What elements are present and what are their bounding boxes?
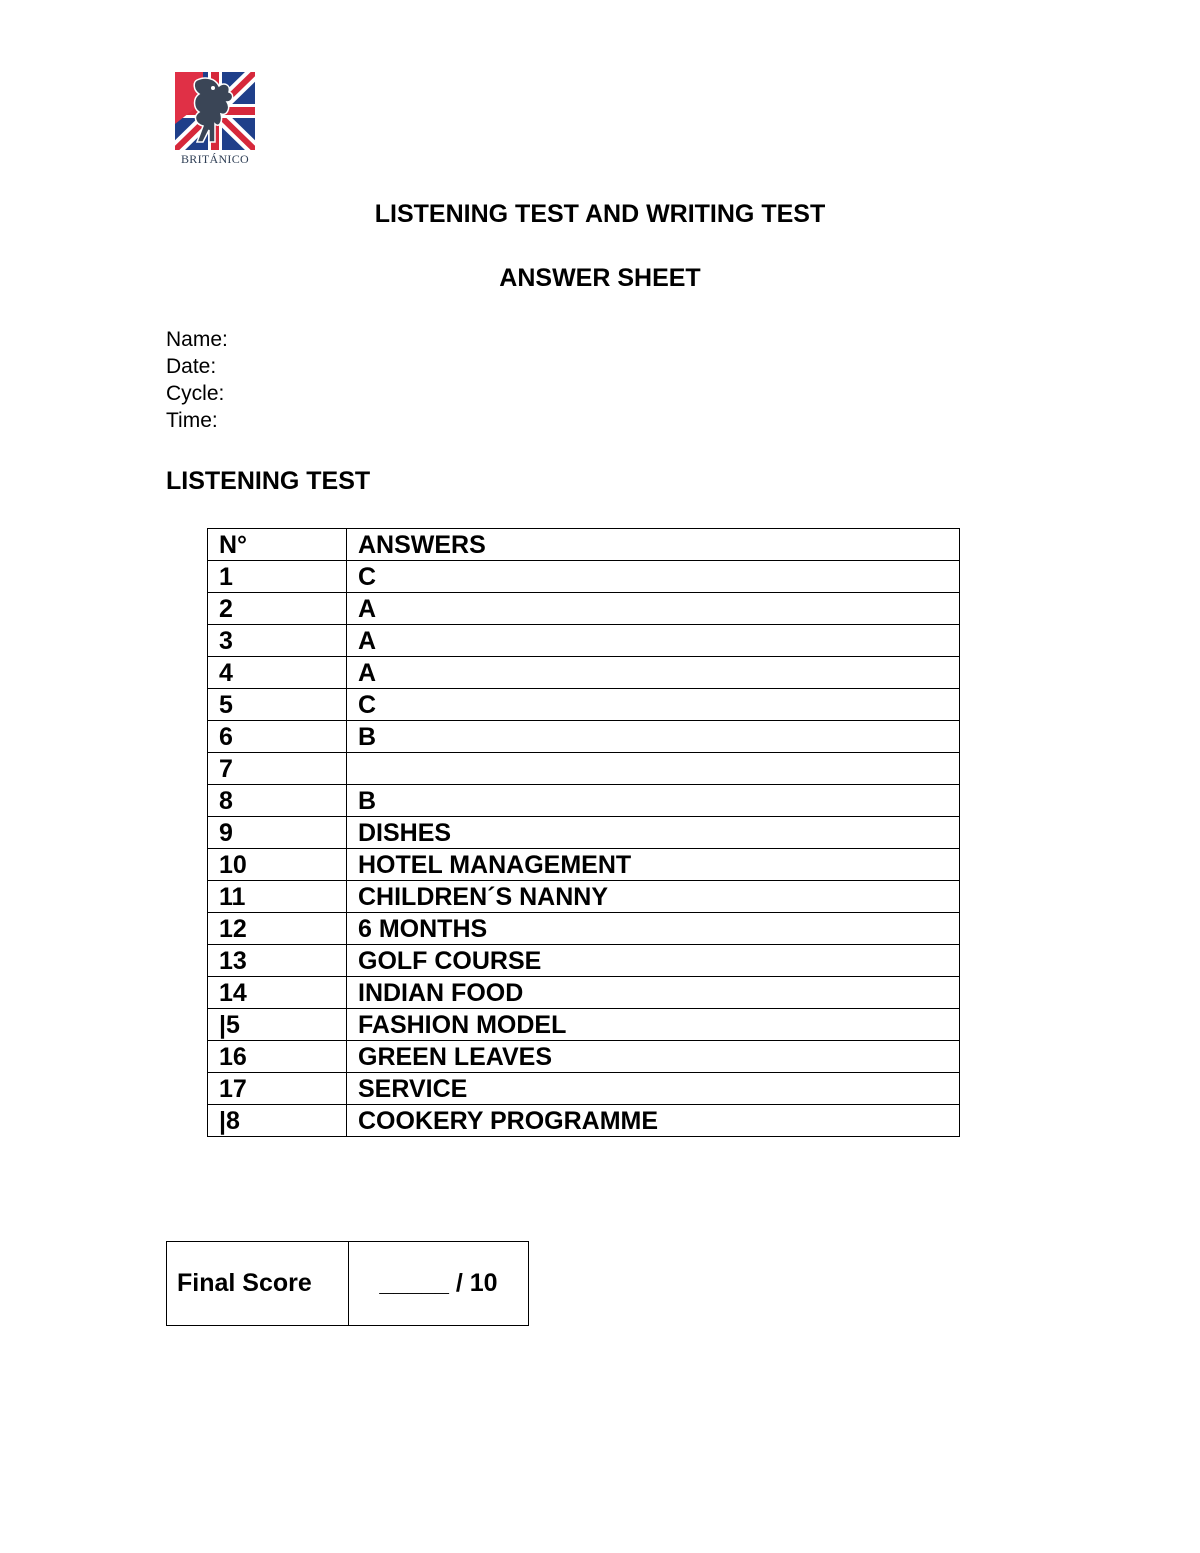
table-row xyxy=(208,945,960,977)
table-row xyxy=(208,817,960,849)
date-field-label: Date: xyxy=(166,355,217,378)
section-heading: LISTENING TEST xyxy=(166,467,371,495)
final-score-box xyxy=(166,1241,529,1326)
row-number: 3 xyxy=(208,625,347,657)
row-number: 4 xyxy=(208,657,347,689)
table-row xyxy=(208,753,960,785)
row-answer: COOKERY PROGRAMME xyxy=(347,1105,960,1137)
row-number: 1 xyxy=(208,561,347,593)
row-answer: INDIAN FOOD xyxy=(347,977,960,1009)
row-number: |5 xyxy=(208,1009,347,1041)
table-row xyxy=(208,657,960,689)
page-subtitle: ANSWER SHEET xyxy=(499,264,701,292)
row-number: 13 xyxy=(208,945,347,977)
row-answer: C xyxy=(347,561,960,593)
row-answer: CHILDREN´S NANNY xyxy=(347,881,960,913)
final-score-value: _____ / 10 xyxy=(349,1242,529,1326)
row-number: 17 xyxy=(208,1073,347,1105)
table-header-row xyxy=(208,529,960,561)
lion-flag-emblem-icon xyxy=(175,72,255,150)
row-answer: GREEN LEAVES xyxy=(347,1041,960,1073)
table-row xyxy=(208,1073,960,1105)
britanico-logo xyxy=(175,72,255,170)
row-answer: A xyxy=(347,657,960,689)
row-number: 9 xyxy=(208,817,347,849)
table-row xyxy=(208,977,960,1009)
time-field-label: Time: xyxy=(166,409,218,432)
page-title: LISTENING TEST AND WRITING TEST xyxy=(374,200,826,228)
row-answer: DISHES xyxy=(347,817,960,849)
final-score-label: Final Score xyxy=(167,1242,349,1326)
row-number: 2 xyxy=(208,593,347,625)
table-row xyxy=(208,625,960,657)
logo-wordmark: BRITÁNICO xyxy=(180,152,250,166)
row-number: 16 xyxy=(208,1041,347,1073)
row-answer: FASHION MODEL xyxy=(347,1009,960,1041)
row-answer xyxy=(347,753,960,785)
column-header-answers: ANSWERS xyxy=(347,529,960,561)
student-info-fields xyxy=(166,326,228,434)
row-number: 10 xyxy=(208,849,347,881)
row-answer: A xyxy=(347,625,960,657)
answers-table xyxy=(207,528,960,1137)
row-answer: SERVICE xyxy=(347,1073,960,1105)
row-answer: B xyxy=(347,721,960,753)
table-row xyxy=(208,593,960,625)
row-answer: GOLF COURSE xyxy=(347,945,960,977)
name-field-label: Name: xyxy=(166,328,228,351)
table-row xyxy=(208,1041,960,1073)
cycle-field-label: Cycle: xyxy=(166,382,225,405)
row-number: 14 xyxy=(208,977,347,1009)
table-row xyxy=(208,785,960,817)
table-row xyxy=(208,849,960,881)
row-number: 8 xyxy=(208,785,347,817)
row-number: 5 xyxy=(208,689,347,721)
table-row xyxy=(208,689,960,721)
row-number: 11 xyxy=(208,881,347,913)
table-row xyxy=(208,1009,960,1041)
table-row xyxy=(208,561,960,593)
row-number: |8 xyxy=(208,1105,347,1137)
table-row xyxy=(208,881,960,913)
table-row xyxy=(208,1105,960,1137)
row-number: 12 xyxy=(208,913,347,945)
table-row xyxy=(208,721,960,753)
column-header-number: N° xyxy=(208,529,347,561)
row-number: 7 xyxy=(208,753,347,785)
row-answer: HOTEL MANAGEMENT xyxy=(347,849,960,881)
row-number: 6 xyxy=(208,721,347,753)
row-answer: A xyxy=(347,593,960,625)
table-row xyxy=(208,913,960,945)
row-answer: C xyxy=(347,689,960,721)
row-answer: 6 MONTHS xyxy=(347,913,960,945)
row-answer: B xyxy=(347,785,960,817)
